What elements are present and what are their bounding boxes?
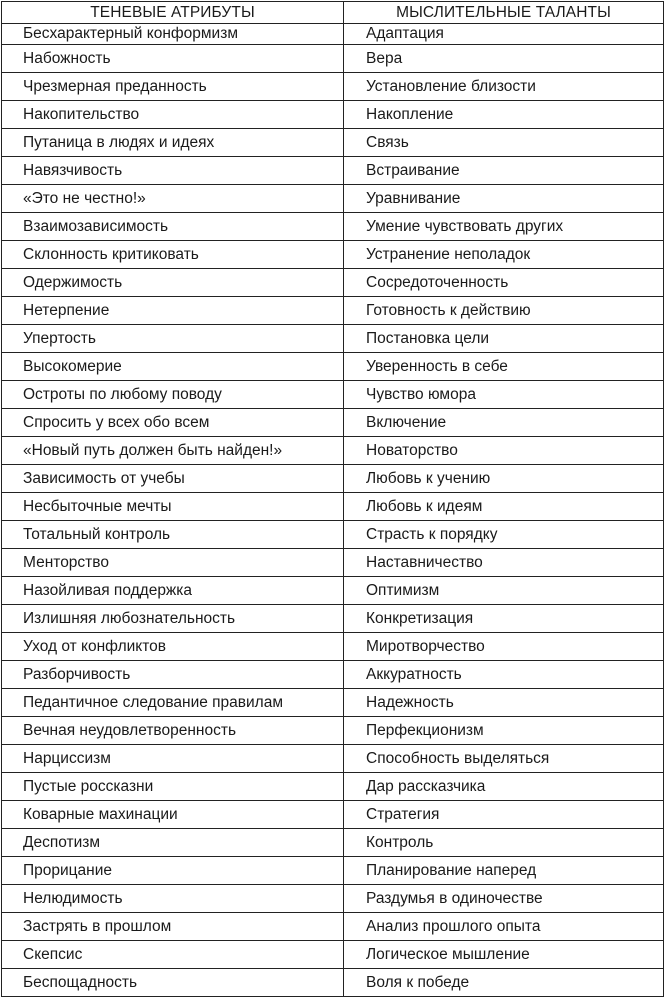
thinking-talent-cell: Дар рассказчика [344,773,664,801]
thinking-talent-cell: Надежность [344,689,664,717]
shadow-attribute-cell: Бесхарактерный конформизм [2,24,344,45]
thinking-talent-cell: Раздумья в одиночестве [344,885,664,913]
table-row [2,465,664,493]
table-row [2,353,664,381]
shadow-attribute-cell: Накопительство [2,101,344,129]
thinking-talent-cell: Миротворчество [344,633,664,661]
shadow-attribute-cell: Тотальный контроль [2,521,344,549]
shadow-attribute-cell: Склонность критиковать [2,241,344,269]
shadow-attribute-cell: Уход от конфликтов [2,633,344,661]
table-row [2,241,664,269]
shadow-attribute-cell: Остроты по любому поводу [2,381,344,409]
table-row [2,605,664,633]
shadow-attribute-cell: Спросить у всех обо всем [2,409,344,437]
shadow-attribute-cell: Высокомерие [2,353,344,381]
thinking-talent-cell: Анализ прошлого опыта [344,913,664,941]
shadow-attribute-cell: Беспощадность [2,969,344,997]
shadow-attribute-cell: Пустые россказни [2,773,344,801]
table-row [2,801,664,829]
thinking-talent-cell: Устранение неполадок [344,241,664,269]
table-row [2,185,664,213]
shadow-attribute-cell: Прорицание [2,857,344,885]
shadow-attribute-cell: Деспотизм [2,829,344,857]
thinking-talent-cell: Готовность к действию [344,297,664,325]
thinking-talent-cell: Связь [344,129,664,157]
table-row [2,661,664,689]
thinking-talent-cell: Конкретизация [344,605,664,633]
table-row [2,297,664,325]
thinking-talent-cell: Страсть к порядку [344,521,664,549]
table-row [2,745,664,773]
table-row [2,213,664,241]
thinking-talent-cell: Чувство юмора [344,381,664,409]
thinking-talent-cell: Включение [344,409,664,437]
table-row [2,689,664,717]
table-row [2,157,664,185]
table-row [2,101,664,129]
table-body [2,24,664,997]
shadow-attribute-cell: Путаница в людях и идеях [2,129,344,157]
column-header-shadow-attributes: ТЕНЕВЫЕ АТРИБУТЫ [2,2,344,24]
shadow-attribute-cell: Нарциссизм [2,745,344,773]
thinking-talent-cell: Контроль [344,829,664,857]
shadow-attribute-cell: «Это не честно!» [2,185,344,213]
table-row [2,493,664,521]
shadow-attribute-cell: Разборчивость [2,661,344,689]
shadow-attribute-cell: «Новый путь должен быть найден!» [2,437,344,465]
table-row [2,409,664,437]
table-row [2,129,664,157]
thinking-talent-cell: Перфекционизм [344,717,664,745]
shadow-attribute-cell: Скепсис [2,941,344,969]
thinking-talent-cell: Постановка цели [344,325,664,353]
thinking-talent-cell: Адаптация [344,24,664,45]
shadow-attribute-cell: Излишняя любознательность [2,605,344,633]
shadow-attribute-cell: Педантичное следование правилам [2,689,344,717]
shadow-attribute-cell: Несбыточные мечты [2,493,344,521]
shadow-attribute-cell: Назойливая поддержка [2,577,344,605]
shadow-talents-table [1,1,664,997]
thinking-talent-cell: Логическое мышление [344,941,664,969]
thinking-talent-cell: Умение чувствовать других [344,213,664,241]
thinking-talent-cell: Планирование наперед [344,857,664,885]
shadow-attribute-cell: Менторство [2,549,344,577]
thinking-talent-cell: Встраивание [344,157,664,185]
table-row [2,913,664,941]
thinking-talent-cell: Сосредоточенность [344,269,664,297]
table-row [2,829,664,857]
thinking-talent-cell: Уравнивание [344,185,664,213]
shadow-attribute-cell: Набожность [2,45,344,73]
table-row [2,45,664,73]
table-row [2,521,664,549]
shadow-attribute-cell: Нетерпение [2,297,344,325]
shadow-attribute-cell: Коварные махинации [2,801,344,829]
thinking-talent-cell: Уверенность в себе [344,353,664,381]
table-row [2,73,664,101]
thinking-talent-cell: Любовь к идеям [344,493,664,521]
table-row [2,773,664,801]
column-header-thinking-talents: МЫСЛИТЕЛЬНЫЕ ТАЛАНТЫ [344,2,664,24]
shadow-attribute-cell: Чрезмерная преданность [2,73,344,101]
table-row [2,381,664,409]
table-row [2,857,664,885]
thinking-talent-cell: Новаторство [344,437,664,465]
thinking-talent-cell: Накопление [344,101,664,129]
table-row [2,437,664,465]
shadow-attribute-cell: Взаимозависимость [2,213,344,241]
table-row [2,633,664,661]
thinking-talent-cell: Оптимизм [344,577,664,605]
table-row [2,717,664,745]
shadow-attribute-cell: Навязчивость [2,157,344,185]
shadow-attribute-cell: Одержимость [2,269,344,297]
shadow-attribute-cell: Нелюдимость [2,885,344,913]
table-row [2,24,664,45]
thinking-talent-cell: Установление близости [344,73,664,101]
shadow-attribute-cell: Зависимость от учебы [2,465,344,493]
thinking-talent-cell: Стратегия [344,801,664,829]
thinking-talent-cell: Наставничество [344,549,664,577]
shadow-attribute-cell: Застрять в прошлом [2,913,344,941]
shadow-attribute-cell: Вечная неудовлетворенность [2,717,344,745]
table-row [2,885,664,913]
thinking-talent-cell: Воля к победе [344,969,664,997]
table-row [2,577,664,605]
table-row [2,969,664,997]
thinking-talent-cell: Аккуратность [344,661,664,689]
table-row [2,269,664,297]
thinking-talent-cell: Способность выделяться [344,745,664,773]
table-row [2,325,664,353]
shadow-attribute-cell: Упертость [2,325,344,353]
table-header-row [2,2,664,24]
thinking-talent-cell: Любовь к учению [344,465,664,493]
table-row [2,941,664,969]
document-page [1,1,663,997]
thinking-talent-cell: Вера [344,45,664,73]
table-row [2,549,664,577]
